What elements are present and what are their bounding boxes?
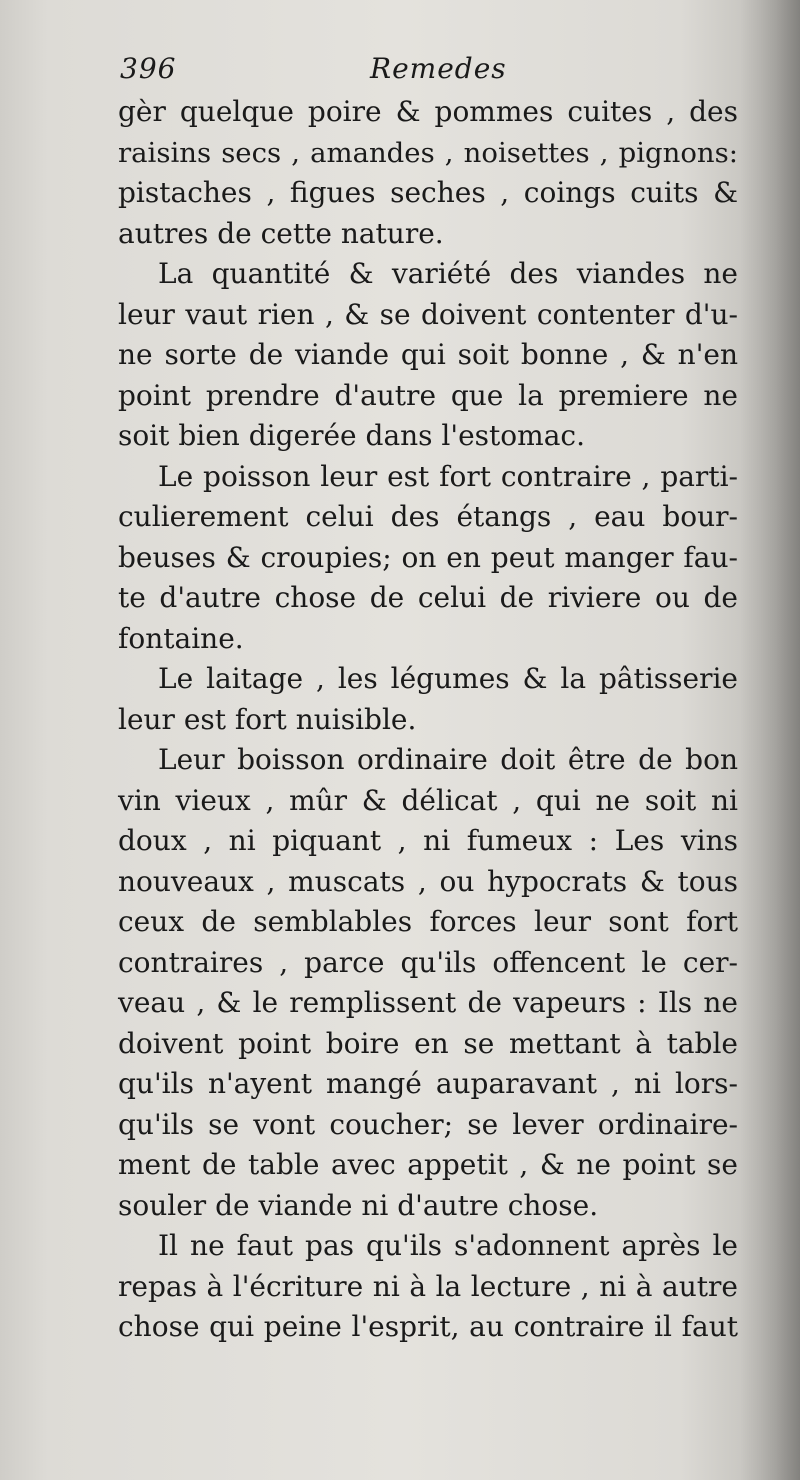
- text-line: doivent point boire en se mettant à table: [118, 1026, 738, 1060]
- text-line: qu'ils se vont coucher; se lever ordinaire-: [118, 1107, 738, 1141]
- text-line: contraires , parce qu'ils offencent le cer-: [118, 945, 738, 979]
- text-line: chose qui peine l'esprit, au contraire il faut: [118, 1310, 738, 1343]
- text-line: ment de table avec appetit , & ne point se: [118, 1148, 738, 1181]
- text-line: veau , & le remplissent de vapeurs : Ils ne: [118, 986, 738, 1019]
- page-header: [120, 52, 740, 92]
- text-line: La quantité & variété des viandes ne: [158, 257, 738, 290]
- text-line: te d'autre chose de celui de riviere ou de: [118, 581, 738, 614]
- text-line: gèr quelque poire & pommes cuites , des: [118, 95, 738, 128]
- text-line: leur vaut rien , & se doivent contenter d'u-: [118, 297, 738, 331]
- spine-shadow: [740, 0, 800, 1480]
- text-line: soit bien digerée dans l'estomac.: [118, 419, 585, 452]
- text-line: vin vieux , mûr & délicat , qui ne soit ni: [118, 783, 738, 817]
- text-line: raisins secs , amandes , noisettes , pignons:: [118, 136, 738, 169]
- text-line: Il ne faut pas qu'ils s'adonnent après le: [158, 1229, 738, 1262]
- text-line: repas à l'écriture ni à la lecture , ni à autre: [118, 1269, 738, 1303]
- text-line: doux , ni piquant , ni fumeux : Les vins: [118, 824, 738, 857]
- text-line: Leur boisson ordinaire doit être de bon: [158, 743, 738, 776]
- text-line: pistaches , figues seches , coings cuits &: [118, 176, 738, 209]
- body-text: [118, 92, 738, 1348]
- text-line: leur est fort nuisible.: [118, 702, 417, 736]
- text-line: qu'ils n'ayent mangé auparavant , ni lors-: [118, 1067, 738, 1100]
- text-line: point prendre d'autre que la premiere ne: [118, 378, 738, 412]
- text-line: beuses & croupies; on en peut manger fau-: [118, 540, 738, 574]
- running-title: Remedes: [370, 52, 507, 85]
- text-line: souler de viande ni d'autre chose.: [118, 1188, 599, 1222]
- text-line: ne sorte de viande qui soit bonne , & n'en: [118, 338, 738, 371]
- text-line: nouveaux , muscats , ou hypocrats & tous: [118, 864, 738, 898]
- text-line: ceux de semblables forces leur sont fort: [118, 905, 738, 938]
- text-line: culierement celui des étangs , eau bour-: [118, 500, 738, 533]
- text-line: Le poisson leur est fort contraire , parti-: [158, 459, 738, 493]
- text-line: autres de cette nature.: [118, 216, 444, 250]
- text-line: fontaine.: [118, 621, 244, 655]
- page-number: 396: [120, 52, 177, 85]
- text-line: Le laitage , les légumes & la pâtisserie: [158, 662, 738, 695]
